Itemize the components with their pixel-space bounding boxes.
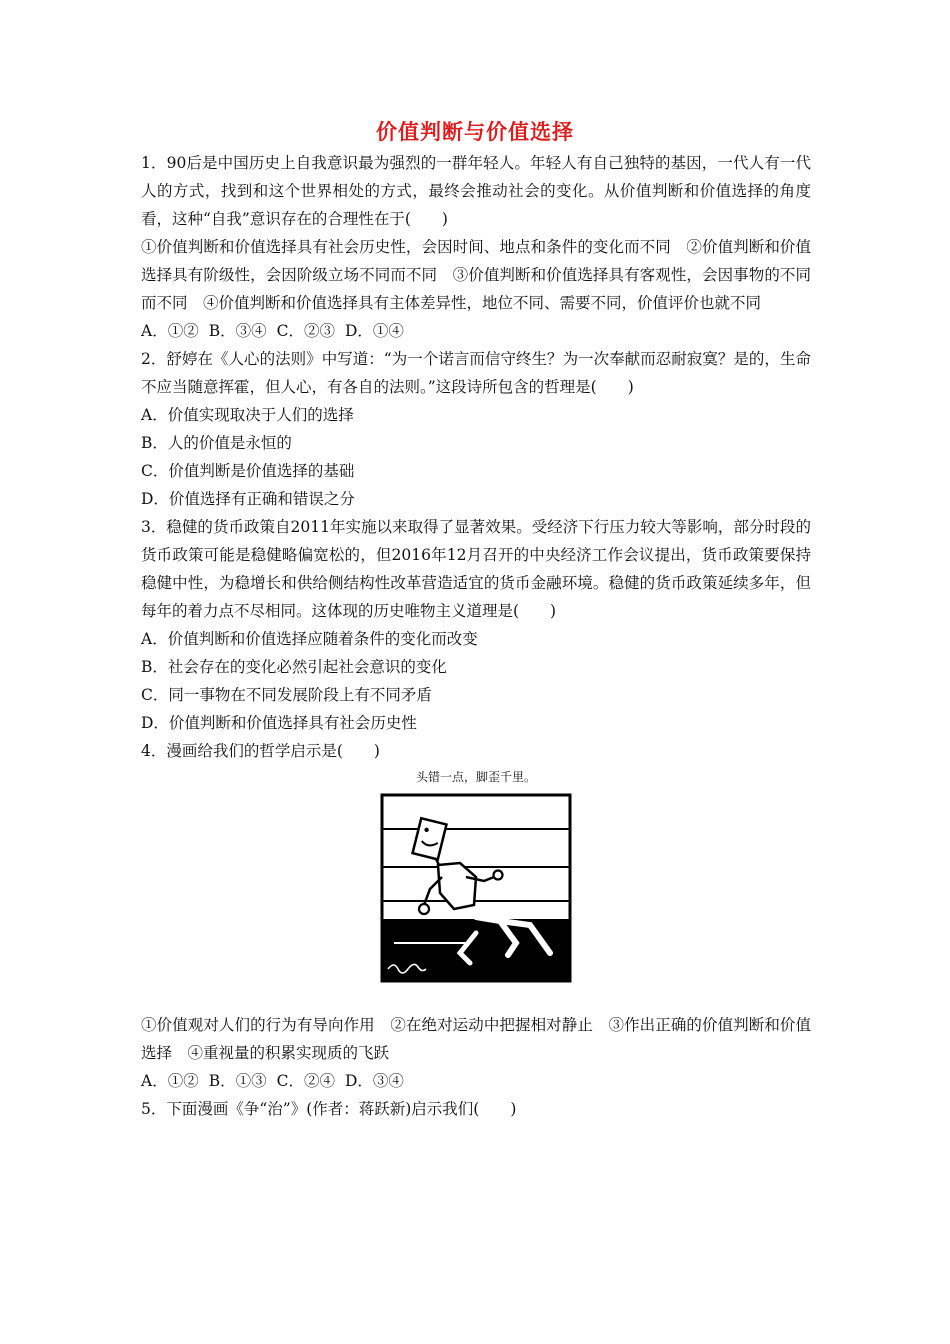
question-3-option-d: D．价值判断和价值选择具有社会历史性 (141, 714, 417, 732)
question-4-stem: 4．漫画给我们的哲学启示是( ) (141, 742, 380, 760)
question-1-option-d: D．①④ (344, 322, 404, 340)
question-1-option-c: C．②③ (276, 322, 335, 340)
question-1-option-b: B．③④ (208, 322, 267, 340)
question-2-option-c: C．价值判断是价值选择的基础 (141, 462, 355, 480)
question-4-statements: ①价值观对人们的行为有导向作用 ②在绝对运动中把握相对静止 ③作出正确的价值判断和价值选择 ④重视量的积累实现质的飞跃 (141, 1016, 811, 1062)
question-1-options (141, 317, 811, 345)
question-4-option-c: C．②④ (276, 1072, 335, 1090)
comic-figure (141, 767, 811, 1003)
question-4-option-d: D．③④ (344, 1072, 404, 1090)
question-4-option-a: A．①② (141, 1072, 199, 1090)
comic-caption: 头错一点，脚歪千里。 (415, 770, 536, 784)
comic-illustration (380, 793, 572, 983)
question-2-option-a: A．价值实现取决于人们的选择 (141, 406, 354, 424)
page-title: 价值判断与价值选择 (376, 120, 574, 144)
question-3-option-a: A．价值判断和价值选择应随着条件的变化而改变 (141, 630, 478, 648)
question-3-option-b: B．社会存在的变化必然引起社会意识的变化 (141, 658, 447, 676)
question-5-stem: 5．下面漫画《争“治”》(作者：蒋跃新)启示我们( ) (141, 1100, 517, 1118)
question-2-stem: 2．舒婷在《人心的法则》中写道：“为一个诺言而信守终生？为一次奉献而忍耐寂寞？是的，生命不应当随意挥霍，但人心，有各自的法则。”这段诗所包含的哲理是( ) (141, 350, 811, 396)
question-4-option-b: B．①③ (208, 1072, 267, 1090)
question-4-options (141, 1067, 811, 1095)
question-1-statements: ①价值判断和价值选择具有社会历史性，会因时间、地点和条件的变化而不同 ②价值判断和价值选择具有阶级性，会因阶级立场不同而不同 ③价值判断和价值选择具有客观性，会因事物的不同而不同 ④价值判断和价值选择具有主体差异性，地位不同、需要不同，价值评价也就不同 (141, 238, 811, 312)
question-2-option-b: B．人的价值是永恒的 (141, 434, 292, 452)
question-list (141, 149, 811, 1123)
question-3-stem: 3．稳健的货币政策自2011年实施以来取得了显著效果。受经济下行压力较大等影响，部分时段的货币政策可能是稳健略偏宽松的，但2016年12月召开的中央经济工作会议提出，货币政策要保持稳健中性，为稳增长和供给侧结构性改革营造适宜的货币金融环境。稳健的货币政策延续多年，但每年的着力点不尽相同。这体现的历史唯物主义道理是( ) (141, 518, 811, 620)
question-3-option-c: C．同一事物在不同发展阶段上有不同矛盾 (141, 686, 432, 704)
question-1-stem: 1．90后是中国历史上自我意识最为强烈的一群年轻人。年轻人有自己独特的基因，一代人有一代人的方式，找到和这个世界相处的方式，最终会推动社会的变化。从价值判断和价值选择的角度看，这种“自我”意识存在的合理性在于( ) (141, 154, 811, 228)
question-2-option-d: D．价值选择有正确和错误之分 (141, 490, 355, 508)
question-1-option-a: A．①② (141, 322, 199, 340)
